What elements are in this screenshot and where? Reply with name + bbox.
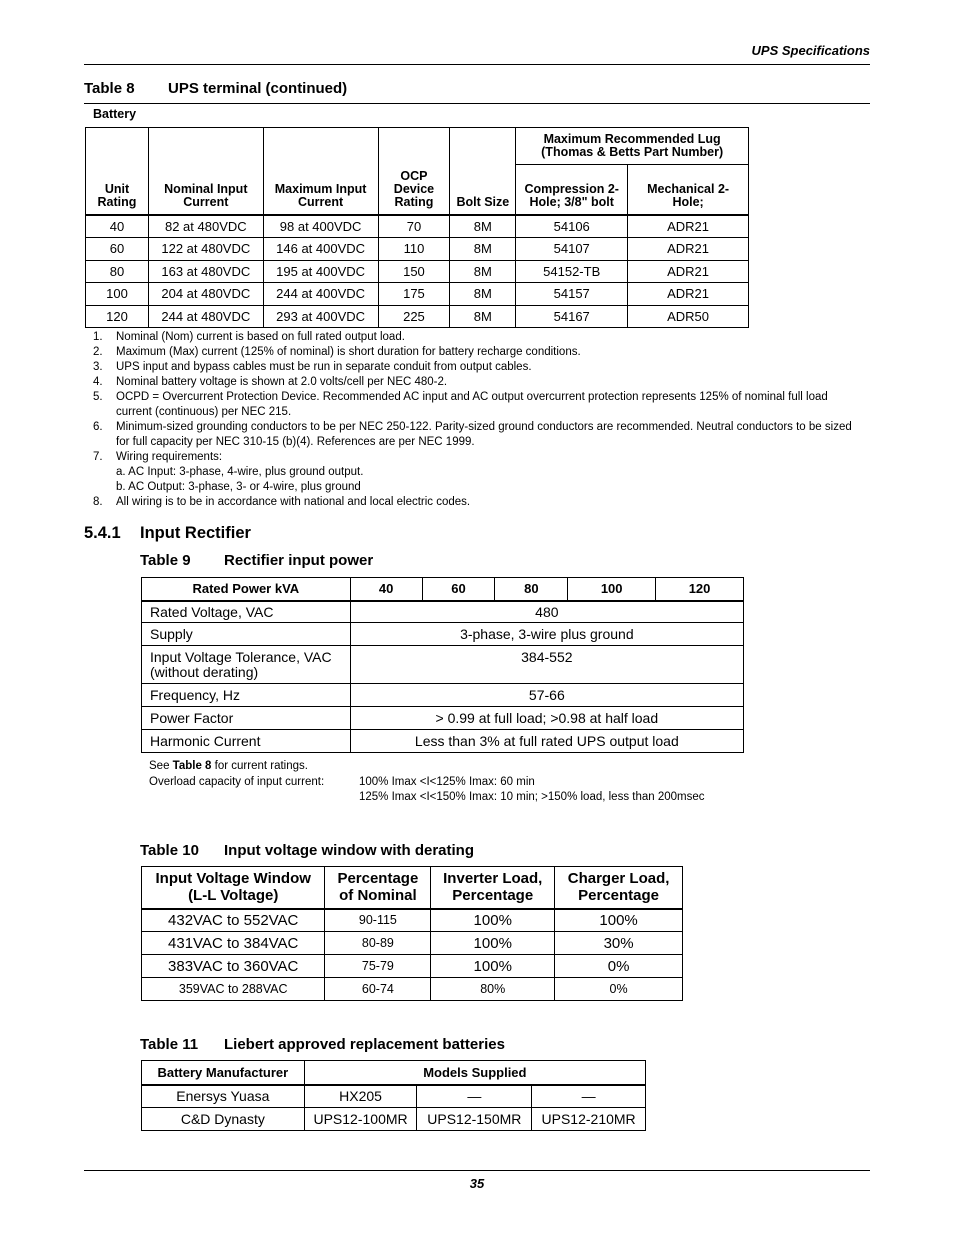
table-cell: ADR21	[628, 215, 749, 238]
table-row	[142, 601, 744, 623]
th-compression: Compression 2-Hole; 3/8" bolt	[516, 165, 628, 215]
table-cell: 120	[86, 305, 149, 328]
table-cell: 40	[86, 215, 149, 238]
note-item	[93, 420, 863, 450]
table-row	[142, 623, 744, 646]
table-row	[142, 684, 744, 707]
table-cell: —	[417, 1085, 532, 1108]
footer-rule	[84, 1170, 870, 1171]
note-item	[93, 345, 863, 360]
section-heading	[84, 524, 251, 543]
row-label: Frequency, Hz	[142, 684, 351, 707]
note-subitem	[93, 480, 863, 495]
table10-caption-number: Table 10	[140, 842, 199, 859]
table-cell: 54157	[516, 283, 628, 306]
table-cell: UPS12-210MR	[532, 1108, 646, 1131]
table-cell: 8M	[450, 305, 516, 328]
th-input-voltage-window: Input Voltage Window (L-L Voltage)	[142, 867, 325, 909]
table-cell: 90-115	[325, 909, 431, 932]
table-row	[142, 646, 744, 684]
table-row	[142, 707, 744, 730]
table-cell: 0%	[555, 978, 683, 1001]
table-cell: 122 at 480VDC	[148, 238, 263, 261]
table-cell: 195 at 400VDC	[263, 260, 378, 283]
note-number: 4.	[93, 376, 103, 388]
table-cell: 100%	[431, 932, 555, 955]
table-cell: UPS12-150MR	[417, 1108, 532, 1131]
table-cell: 80	[86, 260, 149, 283]
table-cell: —	[532, 1085, 646, 1108]
table-cell: 54107	[516, 238, 628, 261]
table-cell: 359VAC to 288VAC	[142, 978, 325, 1001]
note-text: Nominal (Nom) current is based on full rated output load.	[116, 331, 405, 343]
note-item	[93, 375, 863, 390]
table8-caption-title: UPS terminal (continued)	[168, 80, 348, 97]
table8-caption-number: Table 8	[84, 80, 135, 97]
table8-caption-rule	[84, 103, 870, 104]
table-cell: 70	[378, 215, 450, 238]
table-cell: Enersys Yuasa	[142, 1085, 305, 1108]
note-subitem	[93, 465, 863, 480]
note-number: 2.	[93, 346, 103, 358]
note-item	[93, 330, 863, 345]
table8-caption	[84, 80, 347, 97]
row-value: 384-552	[350, 646, 743, 684]
note-text: a. AC Input: 3-phase, 4-wire, plus ground output.	[116, 466, 364, 478]
th-inverter-load: Inverter Load, Percentage	[431, 867, 555, 909]
footnote-overload-line: 125% Imax <I<150% Imax: 10 min; >150% load, less than 200msec	[359, 791, 705, 803]
note-text: OCPD = Overcurrent Protection Device. Recommended AC input and AC output overcurrent protection represents 125% of nominal full load current (continuous) per NEC 215.	[116, 391, 828, 418]
table8	[85, 127, 749, 328]
table-cell: HX205	[304, 1085, 417, 1108]
table-cell: 54167	[516, 305, 628, 328]
th-lug-group: Maximum Recommended Lug (Thomas & Betts Part Number)	[516, 128, 749, 165]
table-row	[142, 1085, 646, 1108]
table-cell: 110	[378, 238, 450, 261]
table-cell: ADR21	[628, 238, 749, 261]
table-cell: 175	[378, 283, 450, 306]
table-row	[86, 305, 749, 328]
th-charger-load: Charger Load, Percentage	[555, 867, 683, 909]
row-value: 57-66	[350, 684, 743, 707]
table10-caption	[140, 842, 474, 859]
note-item	[93, 495, 863, 510]
table-cell: 8M	[450, 283, 516, 306]
footnote-text: for current ratings.	[211, 760, 308, 772]
table-cell: 100%	[555, 909, 683, 932]
table9-caption-number: Table 9	[140, 552, 191, 569]
row-label: Power Factor	[142, 707, 351, 730]
note-text: Minimum-sized grounding conductors to be per NEC 250-122. Parity-sized ground conductors are recommended. Neutral conductors to be sized for full capacity per NEC 310-15 (b)(4). References are per NEC 1999.	[116, 421, 852, 448]
note-text: All wiring is to be in accordance with national and local electric codes.	[116, 496, 471, 508]
table-row	[142, 955, 683, 978]
row-value: 3-phase, 3-wire plus ground	[350, 623, 743, 646]
table11-caption	[140, 1036, 505, 1053]
table-cell: 225	[378, 305, 450, 328]
th-nominal-input: Nominal Input Current	[148, 128, 263, 215]
note-text: Nominal battery voltage is shown at 2.0 volts/cell per NEC 480-2.	[116, 376, 448, 388]
section-number: 5.4.1	[84, 524, 121, 542]
table11-caption-title: Liebert approved replacement batteries	[224, 1036, 505, 1053]
th-bolt-size: Bolt Size	[450, 128, 516, 215]
table-cell: 54152-TB	[516, 260, 628, 283]
table-cell: 0%	[555, 955, 683, 978]
note-text: Wiring requirements:	[116, 451, 223, 463]
th-models-supplied: Models Supplied	[304, 1061, 645, 1085]
table8-section-label: Battery	[93, 107, 137, 121]
table-cell: 60	[86, 238, 149, 261]
row-value: > 0.99 at full load; >0.98 at half load	[350, 707, 743, 730]
th-rating-120: 120	[656, 578, 744, 601]
table-cell: 146 at 400VDC	[263, 238, 378, 261]
table9-footnote	[149, 759, 705, 806]
th-percentage-nominal: Percentage of Nominal	[325, 867, 431, 909]
th-rating-60: 60	[422, 578, 495, 601]
table-row	[142, 978, 683, 1001]
table-cell: 80%	[431, 978, 555, 1001]
footnote-table-ref: Table 8	[172, 760, 212, 772]
row-label: Input Voltage Tolerance, VAC (without derating)	[142, 646, 351, 684]
running-header: UPS Specifications	[751, 43, 870, 58]
note-item	[93, 360, 863, 375]
table-cell: 60-74	[325, 978, 431, 1001]
note-item	[93, 450, 863, 465]
table-row	[142, 730, 744, 753]
th-rating-100: 100	[568, 578, 656, 601]
row-label: Supply	[142, 623, 351, 646]
table9-caption	[140, 552, 373, 569]
table-cell: 75-79	[325, 955, 431, 978]
table-cell: UPS12-100MR	[304, 1108, 417, 1131]
table-cell: 100	[86, 283, 149, 306]
table-cell: 204 at 480VDC	[148, 283, 263, 306]
note-text: b. AC Output: 3-phase, 3- or 4-wire, plus ground	[116, 481, 361, 493]
table-cell: 98 at 400VDC	[263, 215, 378, 238]
th-battery-manufacturer: Battery Manufacturer	[142, 1061, 305, 1085]
table8-notes	[93, 330, 863, 510]
row-value: Less than 3% at full rated UPS output load	[350, 730, 743, 753]
note-item	[93, 390, 863, 420]
table-cell: ADR50	[628, 305, 749, 328]
table10-caption-title: Input voltage window with derating	[224, 842, 474, 859]
table-cell: 100%	[431, 955, 555, 978]
table11-caption-number: Table 11	[140, 1036, 199, 1053]
note-number: 3.	[93, 361, 103, 373]
note-number: 1.	[93, 331, 103, 343]
table-cell: 100%	[431, 909, 555, 932]
note-number: 8.	[93, 496, 103, 508]
table-row	[86, 283, 749, 306]
note-number	[93, 480, 116, 495]
th-rating-80: 80	[495, 578, 568, 601]
table-row	[86, 260, 749, 283]
row-label: Rated Voltage, VAC	[142, 601, 351, 623]
table-row	[142, 909, 683, 932]
table-cell: 432VAC to 552VAC	[142, 909, 325, 932]
row-value: 480	[350, 601, 743, 623]
table-cell: 80-89	[325, 932, 431, 955]
table-cell: 293 at 400VDC	[263, 305, 378, 328]
table-cell: 431VAC to 384VAC	[142, 932, 325, 955]
table-cell: 54106	[516, 215, 628, 238]
table-cell: 163 at 480VDC	[148, 260, 263, 283]
th-rated-power: Rated Power kVA	[142, 578, 351, 601]
table11	[141, 1060, 646, 1131]
table-cell: 244 at 400VDC	[263, 283, 378, 306]
table-row	[142, 1108, 646, 1131]
footnote-overload-line: 100% Imax <I<125% Imax: 60 min	[359, 775, 535, 788]
table-row	[86, 238, 749, 261]
note-number	[93, 465, 116, 480]
th-ocp-rating: OCP Device Rating	[378, 128, 450, 215]
footnote-overload-label: Overload capacity of input current:	[149, 775, 325, 788]
note-text: Maximum (Max) current (125% of nominal) is short duration for battery recharge conditions.	[116, 346, 581, 358]
footnote-text: See	[149, 760, 173, 772]
th-max-input: Maximum Input Current	[263, 128, 378, 215]
table-row	[86, 215, 749, 238]
note-text: UPS input and bypass cables must be run in separate conduit from output cables.	[116, 361, 532, 373]
row-label: Harmonic Current	[142, 730, 351, 753]
note-number: 7.	[93, 451, 103, 463]
table-cell: 150	[378, 260, 450, 283]
table-cell: 8M	[450, 215, 516, 238]
note-number: 5.	[93, 391, 103, 403]
table-row	[142, 932, 683, 955]
table9-caption-title: Rectifier input power	[224, 552, 374, 569]
table-cell: ADR21	[628, 260, 749, 283]
table-cell: ADR21	[628, 283, 749, 306]
page-number: 35	[469, 1176, 485, 1191]
table-cell: 8M	[450, 238, 516, 261]
header-rule	[84, 64, 870, 65]
th-rating-40: 40	[350, 578, 422, 601]
section-title: Input Rectifier	[140, 524, 251, 542]
table10	[141, 866, 683, 1001]
table-cell: 8M	[450, 260, 516, 283]
th-unit-rating: Unit Rating	[86, 128, 149, 215]
table-cell: 383VAC to 360VAC	[142, 955, 325, 978]
table-cell: 30%	[555, 932, 683, 955]
table-cell: 82 at 480VDC	[148, 215, 263, 238]
table9	[141, 577, 744, 753]
th-mechanical: Mechanical 2-Hole;	[628, 165, 749, 215]
table-cell: 244 at 480VDC	[148, 305, 263, 328]
table-cell: C&D Dynasty	[142, 1108, 305, 1131]
note-number: 6.	[93, 421, 103, 433]
